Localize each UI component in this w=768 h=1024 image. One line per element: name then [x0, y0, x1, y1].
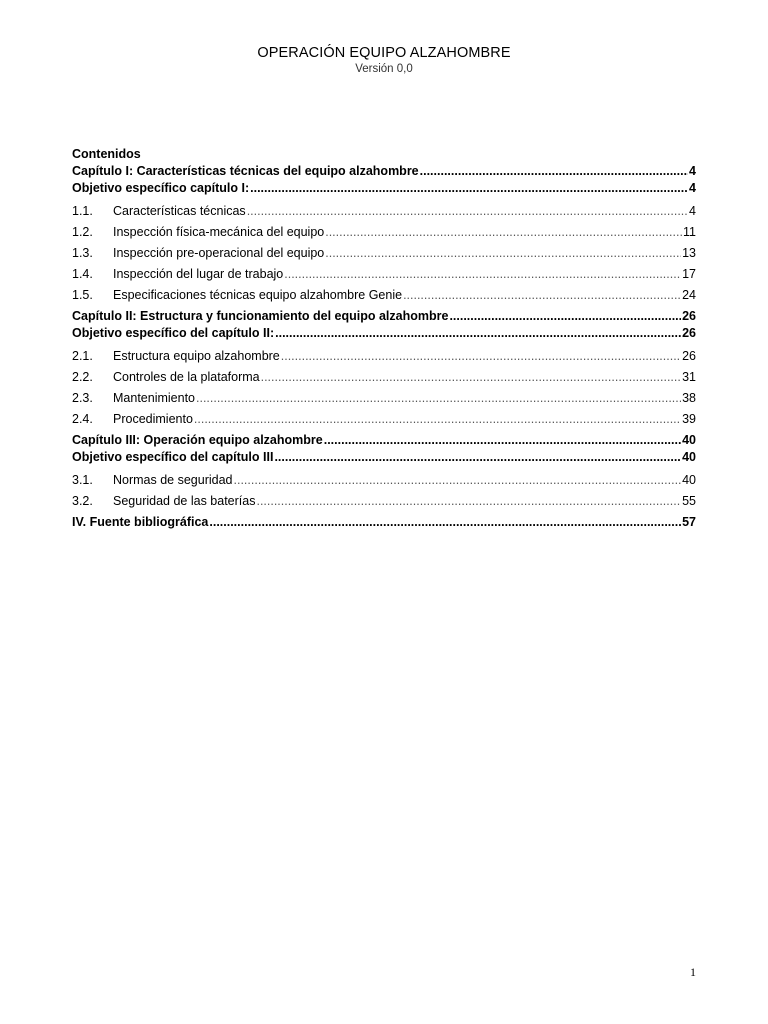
- toc-entry-page: 26: [682, 309, 696, 323]
- toc-entry-page: 24: [682, 288, 696, 302]
- toc-leader: [196, 390, 681, 407]
- table-of-contents: [72, 146, 696, 531]
- toc-entry-page: 31: [682, 370, 696, 384]
- toc-entry-page: 26: [682, 349, 696, 363]
- toc-leader: [194, 411, 681, 428]
- toc-entry-label: Inspección pre-operacional del equipo: [113, 246, 325, 260]
- toc-entry-page: 57: [682, 515, 696, 529]
- toc-entry-number: 1.1.: [72, 204, 93, 218]
- toc-item-2-4[interactable]: [72, 411, 696, 428]
- toc-leader: [281, 348, 681, 365]
- toc-leader: [324, 432, 681, 449]
- toc-entry-number: 2.2.: [72, 370, 93, 384]
- toc-entry-label: Capítulo III: Operación equipo alzahombre: [72, 433, 323, 447]
- toc-heading: Contenidos: [72, 147, 141, 161]
- toc-item-1-1[interactable]: [72, 203, 696, 220]
- toc-entry-label: Controles de la plataforma: [113, 370, 260, 384]
- toc-entry-number: 1.5.: [72, 288, 93, 302]
- toc-entry-label: Seguridad de las baterías: [113, 494, 256, 508]
- toc-objective-3[interactable]: [72, 449, 696, 466]
- toc-entry-label: Objetivo específico del capítulo II:: [72, 326, 275, 340]
- toc-entry-number: 1.2.: [72, 225, 93, 239]
- toc-entry-label: Estructura equipo alzahombre: [113, 349, 280, 363]
- toc-entry-number: 2.3.: [72, 391, 93, 405]
- toc-entry-label: Capítulo II: Estructura y funcionamiento del equipo alzahombre: [72, 309, 449, 323]
- toc-entry-page: 4: [689, 204, 696, 218]
- toc-leader: [275, 325, 681, 342]
- page-number: 1: [690, 965, 696, 979]
- toc-entry-page: 26: [682, 326, 696, 340]
- toc-item-1-5[interactable]: [72, 287, 696, 304]
- toc-entry-page: 4: [689, 164, 696, 178]
- toc-item-1-3[interactable]: [72, 245, 696, 262]
- toc-entry-page: 13: [682, 246, 696, 260]
- toc-chapter-2[interactable]: [72, 308, 696, 325]
- toc-entry-label: Características técnicas: [113, 204, 246, 218]
- toc-leader: [420, 163, 688, 180]
- toc-entry-number: 1.3.: [72, 246, 93, 260]
- toc-entry-page: 17: [682, 267, 696, 281]
- toc-entry-number: 1.4.: [72, 267, 93, 281]
- toc-entry-number: 2.4.: [72, 412, 93, 426]
- toc-entry-page: 4: [689, 181, 696, 195]
- toc-entry-label: Objetivo específico capítulo I:: [72, 181, 250, 195]
- toc-leader: [274, 449, 681, 466]
- toc-item-2-1[interactable]: [72, 348, 696, 365]
- toc-entry-number: 2.1.: [72, 349, 93, 363]
- toc-leader: [284, 266, 681, 283]
- toc-entry-page: 11: [683, 225, 696, 239]
- toc-leader: [449, 308, 681, 325]
- toc-entry-page: 40: [682, 450, 696, 464]
- toc-leader: [403, 287, 681, 304]
- document-version: Versión 0,0: [355, 63, 413, 75]
- toc-item-3-2[interactable]: [72, 493, 696, 510]
- toc-chapter-1[interactable]: [72, 163, 696, 180]
- toc-entry-label: Capítulo I: Características técnicas del equipo alzahombre: [72, 164, 419, 178]
- toc-item-2-2[interactable]: [72, 369, 696, 386]
- toc-item-1-2[interactable]: [72, 224, 696, 241]
- toc-entry-number: 3.2.: [72, 494, 93, 508]
- toc-leader: [261, 369, 681, 386]
- toc-chapter-4[interactable]: [72, 514, 696, 531]
- toc-item-3-1[interactable]: [72, 472, 696, 489]
- toc-chapter-3[interactable]: [72, 432, 696, 449]
- toc-objective-1[interactable]: [72, 180, 696, 197]
- toc-leader: [247, 203, 688, 220]
- toc-item-2-3[interactable]: [72, 390, 696, 407]
- toc-entry-page: 38: [682, 391, 696, 405]
- toc-entry-number: 3.1.: [72, 473, 93, 487]
- toc-entry-label: Especificaciones técnicas equipo alzahombre Genie: [113, 288, 403, 302]
- toc-leader: [325, 224, 682, 241]
- toc-entry-label: Mantenimiento: [113, 391, 195, 405]
- toc-objective-2[interactable]: [72, 325, 696, 342]
- toc-leader: [256, 493, 681, 510]
- toc-entry-label: IV. Fuente bibliográfica: [72, 515, 209, 529]
- document-title: OPERACIÓN EQUIPO ALZAHOMBRE: [257, 45, 511, 61]
- toc-entry-label: Procedimiento: [113, 412, 193, 426]
- toc-entry-page: 40: [682, 433, 696, 447]
- toc-entry-label: Normas de seguridad: [113, 473, 233, 487]
- toc-entry-label: Inspección del lugar de trabajo: [113, 267, 284, 281]
- toc-leader: [250, 180, 688, 197]
- toc-entry-page: 55: [682, 494, 696, 508]
- toc-entry-page: 39: [682, 412, 696, 426]
- toc-leader: [209, 514, 681, 531]
- toc-entry-label: Inspección física-mecánica del equipo: [113, 225, 325, 239]
- toc-item-1-4[interactable]: [72, 266, 696, 283]
- toc-entry-page: 40: [682, 473, 696, 487]
- toc-leader: [234, 472, 682, 489]
- toc-entry-label: Objetivo específico del capítulo III: [72, 450, 274, 464]
- toc-leader: [325, 245, 681, 262]
